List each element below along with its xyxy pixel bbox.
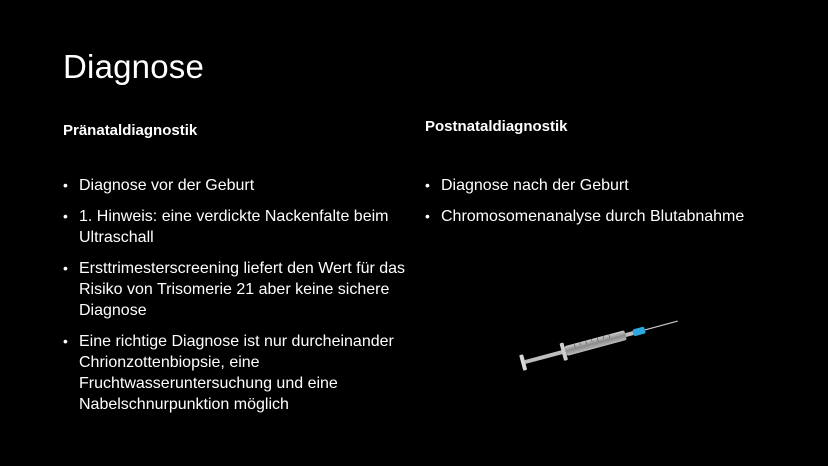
bullet-icon: • xyxy=(425,208,430,224)
list-item xyxy=(63,331,408,415)
bullet-icon: • xyxy=(63,260,68,276)
syringe-image xyxy=(515,316,685,372)
list-item xyxy=(425,175,755,196)
list-item-text: Diagnose vor der Geburt xyxy=(79,177,255,194)
syringe-icon xyxy=(515,316,685,372)
list-item xyxy=(63,175,408,196)
list-item xyxy=(63,258,408,321)
right-column-heading: Postnataldiagnostik xyxy=(425,118,568,135)
left-column-heading: Pränataldiagnostik xyxy=(63,122,198,139)
bullet-icon: • xyxy=(63,177,68,193)
right-bullet-list xyxy=(425,175,755,237)
list-item-text: Chromosomenanalyse durch Blutabnahme xyxy=(441,208,745,225)
list-item-text: Eine richtige Diagnose ist nur durcheinander Chrionzottenbiopsie, eine Fruchtwasseruntersuchung und eine Nabelschnurpunktion möglich xyxy=(79,333,394,413)
list-item xyxy=(425,206,755,227)
left-bullet-list xyxy=(63,175,408,425)
slide-title: Diagnose xyxy=(63,48,205,85)
list-item xyxy=(63,206,408,248)
bullet-icon: • xyxy=(425,177,430,193)
list-item-text: Diagnose nach der Geburt xyxy=(441,177,629,194)
bullet-icon: • xyxy=(63,333,68,349)
list-item-text: 1. Hinweis: eine verdickte Nackenfalte beim Ultraschall xyxy=(79,208,389,246)
bullet-icon: • xyxy=(63,208,68,224)
list-item-text: Ersttrimesterscreening liefert den Wert für das Risiko von Trisomerie 21 aber keine sichere Diagnose xyxy=(79,260,406,319)
